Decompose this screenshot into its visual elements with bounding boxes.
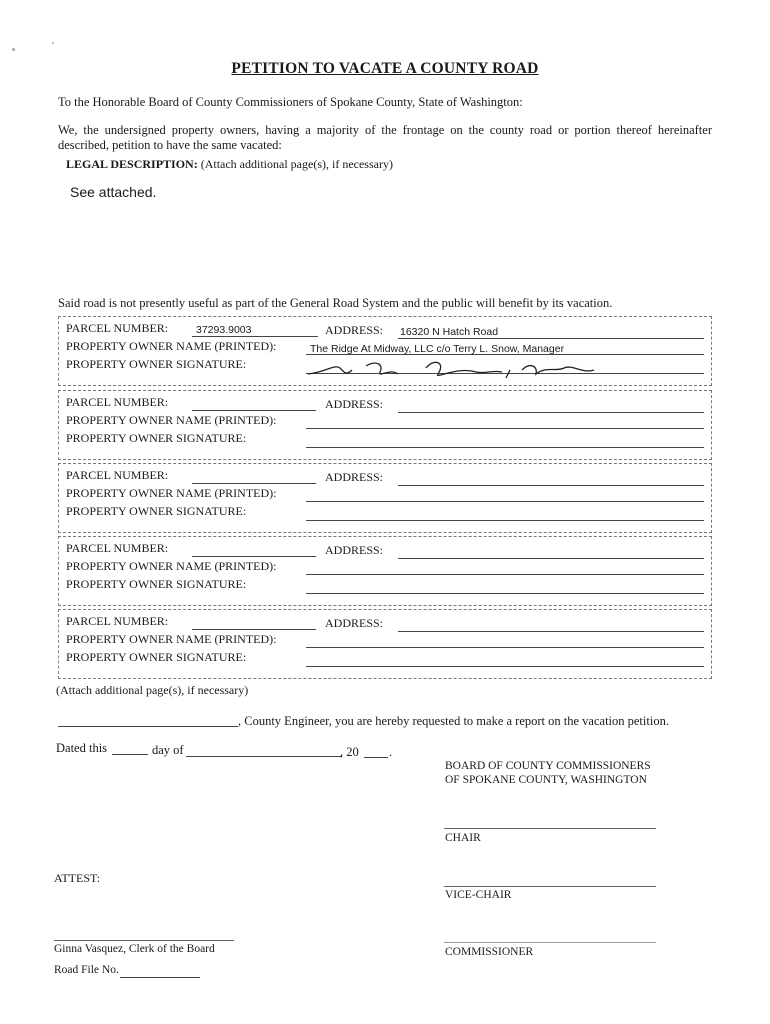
address-field[interactable]: [398, 485, 704, 486]
board-title-line2: OF SPOKANE COUNTY, WASHINGTON: [445, 774, 647, 786]
owner-name-value: The Ridge At Midway, LLC c/o Terry L. Snow, Manager: [310, 343, 565, 355]
road-file-number-field[interactable]: [120, 977, 200, 978]
legal-description-note: (Attach additional page(s), if necessary): [200, 157, 393, 171]
salutation: To the Honorable Board of County Commissioners of Spokane County, State of Washington:: [58, 95, 523, 109]
chair-label: CHAIR: [445, 832, 481, 844]
owner-signature-field[interactable]: [306, 593, 704, 594]
legal-description-header: [66, 157, 393, 172]
year-prefix-label: , 20: [340, 745, 359, 759]
owner-name-field[interactable]: [306, 647, 704, 648]
scan-speck: [52, 42, 54, 44]
address-label: ADDRESS:: [325, 543, 384, 557]
parcel-number-label: PARCEL NUMBER:: [66, 395, 169, 409]
attach-note: (Attach additional page(s), if necessary): [56, 683, 249, 697]
owner-name-field[interactable]: [306, 501, 704, 502]
address-label: ADDRESS:: [325, 616, 384, 630]
attest-label: ATTEST:: [54, 871, 101, 885]
legal-description-label: LEGAL DESCRIPTION:: [66, 157, 198, 171]
owner-name-label: PROPERTY OWNER NAME (PRINTED):: [66, 632, 277, 646]
county-engineer-field[interactable]: [58, 726, 238, 727]
commissioner-signature-line[interactable]: [444, 942, 656, 943]
owner-name-field[interactable]: [306, 574, 704, 575]
owner-name-label: PROPERTY OWNER NAME (PRINTED):: [66, 339, 277, 353]
address-label: ADDRESS:: [325, 470, 384, 484]
owner-signature-label: PROPERTY OWNER SIGNATURE:: [66, 504, 247, 518]
address-value: 16320 N Hatch Road: [400, 326, 499, 338]
clerk-signature-line[interactable]: [54, 940, 234, 941]
said-road-statement: Said road is not presently useful as part of the General Road System and the public will benefit by its vacation.: [58, 296, 613, 310]
dated-this-label: Dated this: [56, 741, 108, 755]
parcel-number-field[interactable]: [192, 483, 316, 484]
scan-speck: [12, 48, 15, 51]
county-engineer-text: , County Engineer, you are hereby requested to make a report on the vacation petition.: [238, 714, 669, 728]
parcel-number-label: PARCEL NUMBER:: [66, 614, 169, 628]
owner-signature-label: PROPERTY OWNER SIGNATURE:: [66, 650, 247, 664]
page-title: PETITION TO VACATE A COUNTY ROAD: [231, 60, 539, 77]
commissioner-label: COMMISSIONER: [445, 946, 534, 958]
parcel-number-value: 37293.9003: [196, 324, 252, 336]
vice-chair-signature-line[interactable]: [444, 886, 656, 887]
road-file-label: Road File No.: [54, 964, 119, 976]
year-field[interactable]: [364, 757, 388, 758]
address-label: ADDRESS:: [325, 397, 384, 411]
owner-signature-label: PROPERTY OWNER SIGNATURE:: [66, 431, 247, 445]
address-field[interactable]: [398, 412, 704, 413]
clerk-name: Ginna Vasquez, Clerk of the Board: [54, 943, 215, 955]
owner-signature-field[interactable]: [306, 666, 704, 667]
owner-signature-field[interactable]: [306, 447, 704, 448]
year-period: .: [389, 745, 393, 759]
parcel-number-label: PARCEL NUMBER:: [66, 321, 169, 335]
owner-signature-label: PROPERTY OWNER SIGNATURE:: [66, 357, 247, 371]
chair-signature-line[interactable]: [444, 828, 656, 829]
owner-name-label: PROPERTY OWNER NAME (PRINTED):: [66, 413, 277, 427]
petition-text: We, the undersigned property owners, having a majority of the frontage on the county road or portion thereof hereinafter described, petition to have the same vacated:: [58, 123, 712, 152]
day-of-label: day of: [152, 743, 184, 757]
owner-name-label: PROPERTY OWNER NAME (PRINTED):: [66, 559, 277, 573]
address-label: ADDRESS:: [325, 323, 384, 337]
parcel-number-field[interactable]: [192, 556, 316, 557]
legal-description-value[interactable]: See attached.: [70, 184, 157, 200]
month-field[interactable]: [186, 756, 342, 757]
board-title-line1: BOARD OF COUNTY COMMISSIONERS: [445, 760, 651, 772]
parcel-number-field[interactable]: [192, 336, 318, 337]
address-field[interactable]: [398, 558, 704, 559]
owner-name-label: PROPERTY OWNER NAME (PRINTED):: [66, 486, 277, 500]
vice-chair-label: VICE-CHAIR: [445, 889, 512, 901]
parcel-number-field[interactable]: [192, 629, 316, 630]
address-field[interactable]: [398, 338, 704, 339]
parcel-number-field[interactable]: [192, 410, 316, 411]
owner-name-field[interactable]: [306, 428, 704, 429]
day-field[interactable]: [112, 754, 148, 755]
address-field[interactable]: [398, 631, 704, 632]
handwritten-signature: [306, 356, 606, 386]
owner-signature-label: PROPERTY OWNER SIGNATURE:: [66, 577, 247, 591]
parcel-number-label: PARCEL NUMBER:: [66, 468, 169, 482]
parcel-number-label: PARCEL NUMBER:: [66, 541, 169, 555]
owner-signature-field[interactable]: [306, 520, 704, 521]
